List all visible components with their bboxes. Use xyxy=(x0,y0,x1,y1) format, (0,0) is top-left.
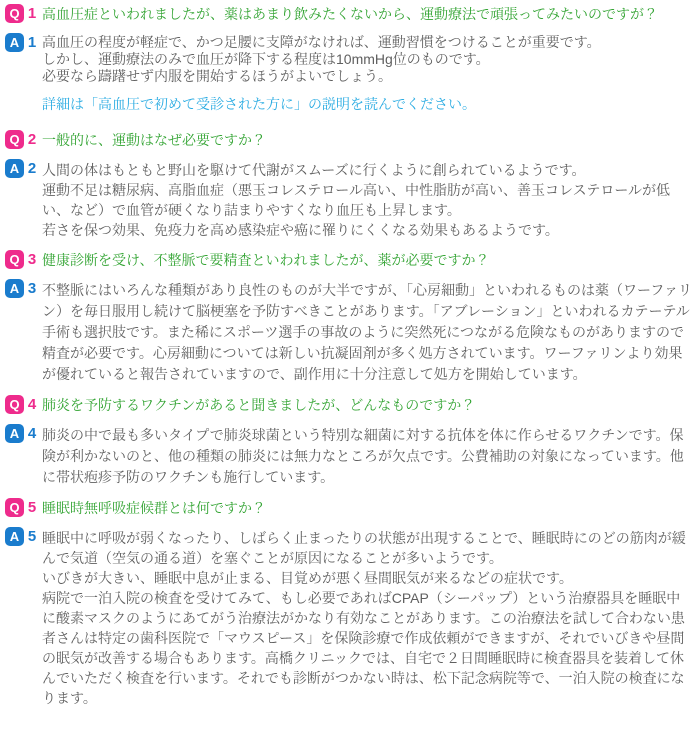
qa-item-1 xyxy=(5,4,694,114)
question-row xyxy=(5,250,694,270)
q-badge-letter: Q xyxy=(9,397,20,412)
a-badge xyxy=(5,33,24,52)
question-row xyxy=(5,395,694,415)
a-number: 2 xyxy=(27,160,37,177)
q-badge-letter: Q xyxy=(9,500,20,515)
a-badge-letter: A xyxy=(9,35,20,50)
answer-text xyxy=(42,159,693,240)
a-badge-letter: A xyxy=(9,426,20,441)
q-number: 3 xyxy=(27,251,37,268)
question-text: 一般的に、運動はなぜ必要ですか？ xyxy=(42,132,266,148)
answer-paragraph: 運動不足は糖尿病、高脂血症（悪玉コレステロール高い、中性脂肪が高い、善玉コレステロールが低い、など）で血管が硬くなり詰まりやすくなり血圧も上昇します。 xyxy=(42,182,671,218)
question-row xyxy=(5,4,694,24)
q-number: 4 xyxy=(27,396,37,413)
qa-item-5 xyxy=(5,498,694,708)
a-badge-letter: A xyxy=(9,161,20,176)
qa-item-3 xyxy=(5,250,694,385)
answer-row xyxy=(5,33,694,85)
q-number: 2 xyxy=(27,131,37,148)
a-badge xyxy=(5,159,24,178)
q-badge xyxy=(5,130,24,149)
answer-paragraph: 若さを保つ効果、免疫力を高め感染症や癌に罹りにくくなる効果もあるようです。 xyxy=(42,222,559,238)
answer-text xyxy=(42,33,693,85)
answer-paragraph: 肺炎の中で最も多いタイプで肺炎球菌という特別な細菌に対する抗体を体に作らせるワクチンです。保険が利かないのと、他の種類の肺炎には無力なところが欠点です。公費補助の対象になっています。他に帯状疱疹予防のワクチンも施行しています。 xyxy=(42,427,684,485)
a-number: 5 xyxy=(27,528,37,545)
detail-link[interactable]: 詳細は「高血圧で初めて受診された方に」の説明を読んでください。 xyxy=(42,96,476,112)
answer-row xyxy=(5,159,694,240)
answer-paragraph: いびきが大きい、睡眠中息が止まる、目覚めが悪く昼間眠気が来るなどの症状です。 xyxy=(42,570,573,586)
q-badge-letter: Q xyxy=(9,132,20,147)
question-text: 高血圧症といわれましたが、薬はあまり飲みたくないから、運動療法で頑張ってみたいのですが？ xyxy=(42,6,658,22)
q-badge xyxy=(5,395,24,414)
a-badge-letter: A xyxy=(9,529,20,544)
answer-row xyxy=(5,527,694,708)
answer-paragraph: 高血圧の程度が軽症で、かつ足腰に支障がなければ、運動習慣をつけることが重要です。 xyxy=(42,34,601,50)
answer-paragraph: 不整脈にはいろんな種類があり良性のものが大半ですが、「心房細動」といわれるものは薬（ワーファリン）を毎日服用し続けて脳梗塞を予防すべきことがあります。「アブレーション」といわれるカテーテル手術も選択肢です。また稀にスポーツ選手の事故のように突然死につながる危険なものがありますので精査が必要です。心房細動については新しい抗凝固剤が多く処方されています。ワーファリンより効果が優れていると報告されていますので、副作用に十分注意して処方を開始しています。 xyxy=(42,282,693,382)
answer-row xyxy=(5,279,694,385)
q-badge xyxy=(5,4,24,23)
answer-text xyxy=(42,279,693,385)
q-badge-letter: Q xyxy=(9,6,20,21)
answer-paragraph: 人間の体はもともと野山を駆けて代謝がスムーズに行くように創られているようです。 xyxy=(42,162,586,178)
a-number: 1 xyxy=(27,34,37,51)
q-number: 1 xyxy=(27,5,37,22)
a-number: 3 xyxy=(27,280,37,297)
detail-link-row xyxy=(42,95,694,114)
question-text: 健康診断を受け、不整脈で要精査といわれましたが、薬が必要ですか？ xyxy=(42,252,490,268)
answer-text xyxy=(42,424,693,488)
q-number: 5 xyxy=(27,499,37,516)
answer-paragraph: 必要なら躊躇せず内服を開始するほうがよいでしょう。 xyxy=(42,68,392,84)
answer-paragraph: しかし、運動療法のみで血圧が降下する程度は10mmHg位のものです。 xyxy=(42,51,490,67)
answer-row xyxy=(5,424,694,488)
answer-paragraph: 病院で一泊入院の検査を受けてみて、もし必要であればCPAP（シーパップ）という治療器具を睡眠中に酸素マスクのようにあてがう治療法がかなり有効なことがあります。この治療法を試して合わない患者さんは特定の歯科医院で「マウスピース」を保険診療で作成依頼ができますが、それでいびきや昼間の眠気が改善する場合もあります。高橋クリニックでは、自宅で２日間睡眠時に検査器具を装着して休んでいただく検査を行います。それでも診断がつかない時は、松下記念病院等で、一泊入院の検査になります。 xyxy=(42,590,685,706)
answer-text xyxy=(42,527,693,708)
qa-item-2 xyxy=(5,130,694,240)
a-number: 4 xyxy=(27,425,37,442)
qa-item-4 xyxy=(5,395,694,488)
q-badge-letter: Q xyxy=(9,252,20,267)
a-badge xyxy=(5,527,24,546)
a-badge xyxy=(5,279,24,298)
a-badge xyxy=(5,424,24,443)
q-badge xyxy=(5,250,24,269)
question-text: 肺炎を予防するワクチンがあると聞きましたが、どんなものですか？ xyxy=(42,397,476,413)
question-row xyxy=(5,498,694,518)
question-row xyxy=(5,130,694,150)
q-badge xyxy=(5,498,24,517)
a-badge-letter: A xyxy=(9,281,20,296)
question-text: 睡眠時無呼吸症候群とは何ですか？ xyxy=(42,500,266,516)
answer-paragraph: 睡眠中に呼吸が弱くなったり、しばらく止まったりの状態が出現することで、睡眠時にのどの筋肉が緩んで気道（空気の通る道）を塞ぐことが原因になることが多いようです。 xyxy=(42,530,686,566)
